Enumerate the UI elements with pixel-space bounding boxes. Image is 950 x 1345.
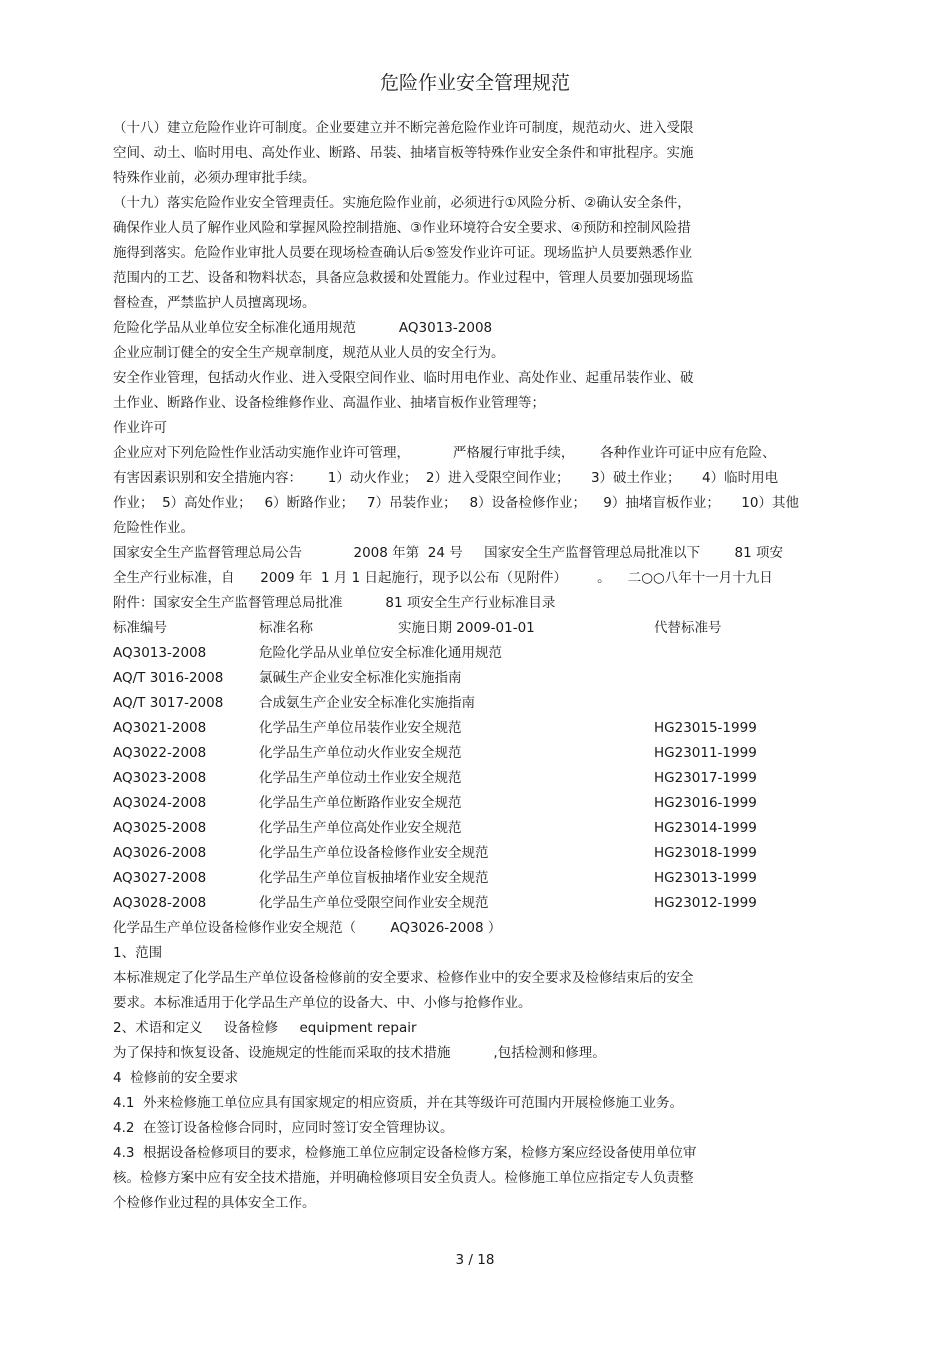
text-line: 本标准规定了化学品生产单位设备检修前的安全要求、检修作业中的安全要求及检修结束后的安全 [113,970,694,986]
text-line: 土作业、断路作业、设备检维修作业、高温作业、抽堵盲板作业管理等； [113,395,545,411]
cell-code: AQ3021-2008 [113,720,207,736]
standards-table [113,616,843,916]
text-line: 全生产行业标准，自 2009 年 1 月 1 日起施行，现予以公布（见附件） 。 二○○八年十一月十九日 [113,570,773,586]
cell-code: AQ3023-2008 [113,770,207,786]
cell-code: AQ3024-2008 [113,795,207,811]
cell-replaces: HG23015-1999 [654,720,757,736]
text-line: 督检查，严禁监护人员擅离现场。 [113,295,316,311]
body-text-top [113,116,843,616]
table-header-row [113,616,843,641]
cell-replaces: HG23018-1999 [654,845,757,861]
cell-name: 合成氨生产企业安全标准化实施指南 [259,695,475,711]
cell-code: AQ3026-2008 [113,845,207,861]
cell-code: AQ3022-2008 [113,745,207,761]
table-row [113,891,843,916]
table-row [113,641,843,666]
text-line: 特殊作业前，必须办理审批手续。 [113,170,316,186]
cell-code: AQ3027-2008 [113,870,207,886]
cell-name: 化学品生产单位高处作业安全规范 [259,820,462,836]
cell-code: AQ/T 3017-2008 [113,695,224,711]
text-line: 范围内的工艺、设备和物料状态，具备应急救援和处置能力。作业过程中，管理人员要加强现场监 [113,270,694,286]
text-line: 危险化学品从业单位安全标准化通用规范 AQ3013-2008 [113,320,493,336]
document-body [113,116,843,1216]
text-line: 空间、动土、临时用电、高处作业、断路、吊装、抽堵盲板等特殊作业安全条件和审批程序。实施 [113,145,694,161]
text-line: （十八）建立危险作业许可制度。企业要建立并不断完善危险作业许可制度，规范动火、进入受限 [113,120,694,136]
cell-code: AQ/T 3016-2008 [113,670,224,686]
table-row [113,791,843,816]
text-line: 有害因素识别和安全措施内容： 1）动火作业； 2）进入受限空间作业； 3）破土作业； 4）临时用电 [113,470,779,486]
text-line: 4 检修前的安全要求 [113,1070,239,1086]
cell-name: 氯碱生产企业安全标准化实施指南 [259,670,462,686]
text-line: 4.1 外来检修施工单位应具有国家规定的相应资质，并在其等级许可范围内开展检修施工业务。 [113,1095,684,1111]
table-row [113,666,843,691]
text-line: 附件：国家安全生产监督管理总局批准 81 项安全生产行业标准目录 [113,595,556,611]
cell-name: 化学品生产单位断路作业安全规范 [259,795,462,811]
text-line: 企业应制订健全的安全生产规章制度，规范从业人员的安全行为。 [113,345,505,361]
cell-replaces: HG23014-1999 [654,820,757,836]
header-date: 实施日期 2009-01-01 [398,620,535,636]
cell-replaces: HG23017-1999 [654,770,757,786]
cell-code: AQ3028-2008 [113,895,207,911]
text-line: 为了保持和恢复设备、设施规定的性能而采取的技术措施 ,包括检测和修理。 [113,1045,606,1061]
table-row [113,816,843,841]
text-line: 要求。本标准适用于化学品生产单位的设备大、中、小修与抢修作业。 [113,995,532,1011]
table-row [113,691,843,716]
text-line: 安全作业管理，包括动火作业、进入受限空间作业、临时用电作业、高处作业、起重吊装作业、破 [113,370,694,386]
text-line: 化学品生产单位设备检修作业安全规范（ AQ3026-2008 ） [113,920,502,936]
table-row [113,766,843,791]
text-line: 4.3 根据设备检修项目的要求，检修施工单位应制定设备检修方案，检修方案应经设备使用单位审 [113,1145,697,1161]
header-name: 标准名称 [259,620,313,636]
text-line: 作业； 5）高处作业； 6）断路作业； 7）吊装作业； 8）设备检修作业； 9）抽堵盲板作业； 10）其他 [113,495,799,511]
text-line: 国家安全生产监督管理总局公告 2008 年第 24 号 国家安全生产监督管理总局批准以下 81 项安 [113,545,783,561]
text-line: 施得到落实。危险作业审批人员要在现场检查确认后⑤签发作业许可证。现场监护人员要熟悉作业 [113,245,693,261]
text-line: 危险性作业。 [113,520,194,536]
cell-name: 化学品生产单位动土作业安全规范 [259,770,462,786]
cell-replaces: HG23013-1999 [654,870,757,886]
document-title: 危险作业安全管理规范 [379,72,570,94]
table-row [113,741,843,766]
cell-name: 危险化学品从业单位安全标准化通用规范 [259,645,502,661]
cell-replaces: HG23016-1999 [654,795,757,811]
text-line: （十九）落实危险作业安全管理责任。实施危险作业前，必须进行①风险分析、②确认安全条件， [113,195,691,211]
page-number: 3 / 18 [455,1252,495,1268]
text-line: 4.2 在签订设备检修合同时，应同时签订安全管理协议。 [113,1120,454,1136]
text-line: 确保作业人员了解作业风险和掌握风险控制措施、③作业环境符合安全要求、④预防和控制风险措 [113,220,691,236]
cell-name: 化学品生产单位动火作业安全规范 [259,745,462,761]
text-line: 企业应对下列危险性作业活动实施作业许可管理， 严格履行审批手续， 各种作业许可证中应有危险、 [113,445,776,461]
cell-code: AQ3013-2008 [113,645,207,661]
header-replaces: 代替标准号 [654,620,722,636]
cell-name: 化学品生产单位设备检修作业安全规范 [259,845,489,861]
cell-replaces: HG23012-1999 [654,895,757,911]
cell-code: AQ3025-2008 [113,820,207,836]
header-code: 标准编号 [113,620,167,636]
table-row [113,841,843,866]
text-line: 个检修作业过程的具体安全工作。 [113,1195,316,1211]
body-text-bottom [113,916,843,1216]
table-row [113,716,843,741]
text-line: 作业许可 [113,420,167,436]
text-line: 2、术语和定义 设备检修 equipment repair [113,1020,417,1036]
cell-replaces: HG23011-1999 [654,745,757,761]
table-row [113,866,843,891]
cell-name: 化学品生产单位受限空间作业安全规范 [259,895,489,911]
text-line: 核。检修方案中应有安全技术措施，并明确检修项目安全负责人。检修施工单位应指定专人负责整 [113,1170,694,1186]
text-line: 1、范围 [113,945,163,961]
cell-name: 化学品生产单位吊装作业安全规范 [259,720,462,736]
cell-name: 化学品生产单位盲板抽堵作业安全规范 [259,870,489,886]
